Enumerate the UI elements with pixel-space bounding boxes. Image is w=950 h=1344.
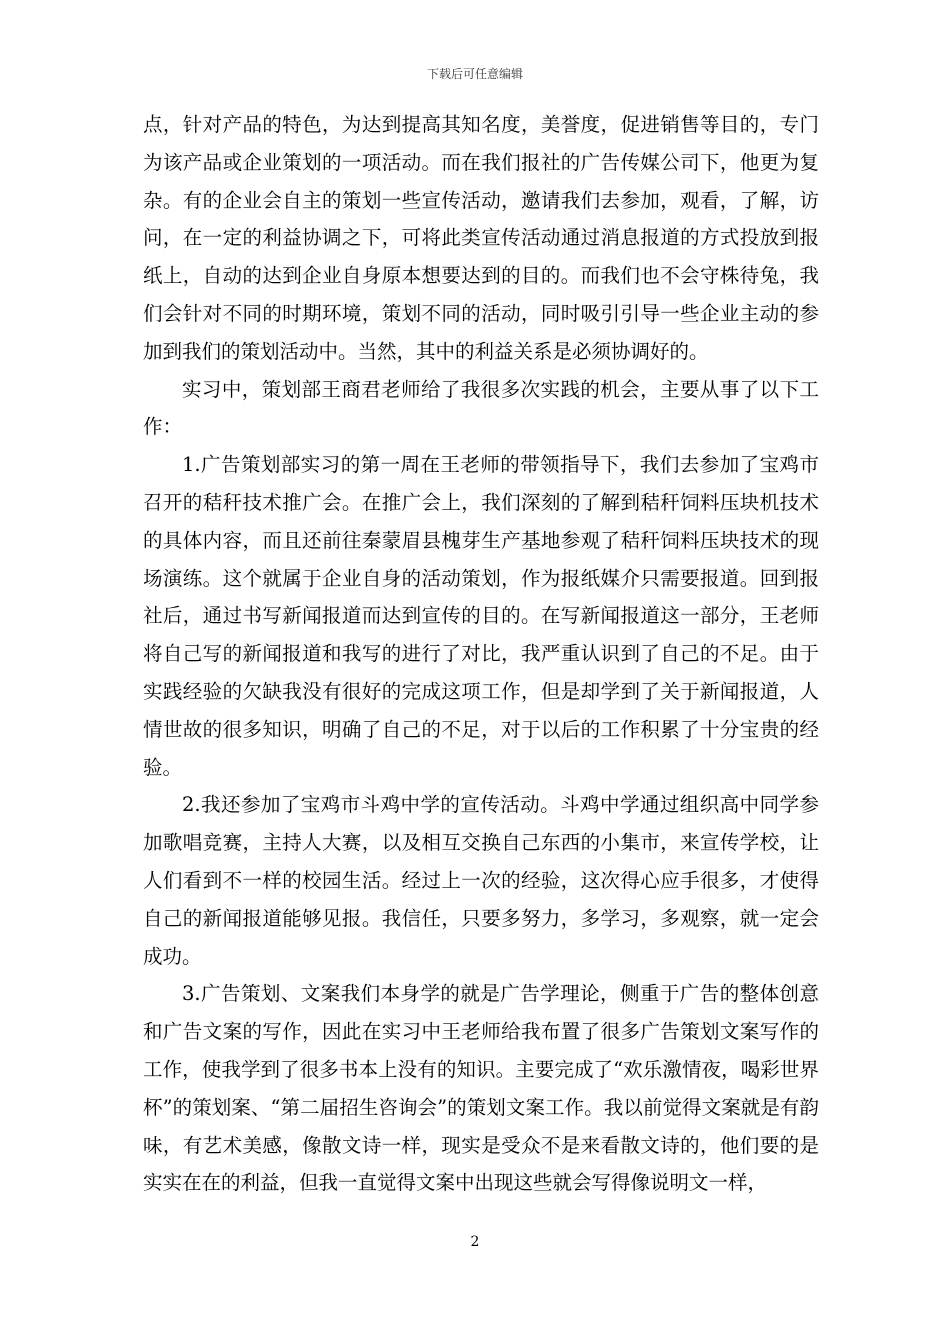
paragraph-internship-intro: 实习中，策划部王商君老师给了我很多次实践的机会，主要从事了以下工作： — [143, 377, 819, 439]
page-number: 2 — [470, 1234, 480, 1250]
document-body — [143, 106, 819, 1202]
paragraph-continuation: 点，针对产品的特色，为达到提高其知名度，美誉度，促进销售等目的，专门为该产品或企业策划的一项活动。而在我们报社的广告传媒公司下，他更为复杂。有的企业会自主的策划一些宣传活动，邀请我们去参加，观看，了解，访问，在一定的利益协调之下，可将此类宣传活动通过消息报道的方式投放到报纸上，自动的达到企业自身原本想要达到的目的。而我们也不会守株待兔，我们会针对不同的时期环境，策划不同的活动，同时吸引引导一些企业主动的参加到我们的策划活动中。当然，其中的利益关系是必须协调好的。 — [143, 113, 819, 363]
paragraph-item-1: 1.广告策划部实习的第一周在王老师的带领指导下，我们去参加了宝鸡市召开的秸秆技术推广会。在推广会上，我们深刻的了解到秸秆饲料压块机技术的具体内容，而且还前往秦蒙眉县槐芽生产基地参观了秸秆饲料压块技术的现场演练。这个就属于企业自身的活动策划，作为报纸媒介只需要报道。回到报社后，通过书写新闻报道而达到宣传的目的。在写新闻报道这一部分，王老师将自己写的新闻报道和我写的进行了对比，我严重认识到了自己的不足。由于实践经验的欠缺我没有很好的完成这项工作，但是却学到了关于新闻报道，人情世故的很多知识，明确了自己的不足，对于以后的工作积累了十分宝贵的经验。 — [143, 453, 819, 779]
paragraph-item-2: 2.我还参加了宝鸡市斗鸡中学的宣传活动。斗鸡中学通过组织高中同学参加歌唱竞赛，主持人大赛，以及相互交换自己东西的小集市，来宣传学校，让人们看到不一样的校园生活。经过上一次的经验，这次得心应手很多，才使得自己的新闻报道能够见报。我信任，只要多努力，多学习，多观察，就一定会成功。 — [143, 793, 819, 968]
page-header-note: 下载后可任意编辑 — [426, 67, 523, 81]
paragraph-item-3: 3.广告策划、文案我们本身学的就是广告学理论，侧重于广告的整体创意和广告文案的写作，因此在实习中王老师给我布置了很多广告策划文案写作的工作，使我学到了很多书本上没有的知识。主要完成了“欢乐激情夜，喝彩世界杯”的策划案、“第二届招生咨询会”的策划文案工作。我以前觉得文案就是有韵味，有艺术美感，像散文诗一样，现实是受众不是来看散文诗的，他们要的是实实在在的利益，但我一直觉得文案中出现这些就会写得像说明文一样， — [143, 982, 819, 1195]
